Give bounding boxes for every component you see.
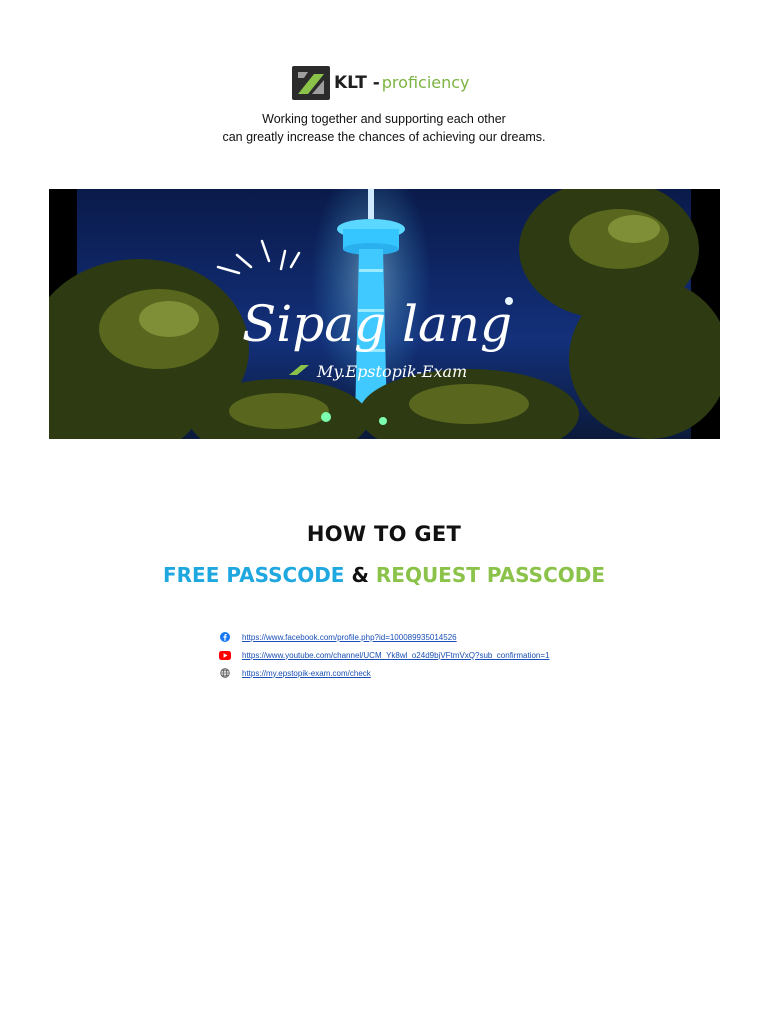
heading-passcode	[0, 563, 768, 587]
facebook-icon	[219, 631, 231, 643]
heading-request-passcode: REQUEST PASSCODE	[375, 563, 606, 587]
link-row-website	[219, 664, 550, 682]
heading-ampersand: &	[351, 563, 369, 587]
youtube-icon	[219, 649, 231, 661]
website-link[interactable]: https://my.epstopik-exam.com/check	[242, 668, 371, 678]
brand-name-strong: KLT -	[334, 73, 380, 93]
tagline-line-1: Working together and supporting each other	[262, 112, 506, 126]
banner-watermark: My.Epstopik-Exam	[317, 362, 468, 381]
globe-icon	[219, 667, 231, 679]
tagline	[0, 110, 768, 146]
logo-mark-icon	[292, 66, 330, 100]
brand-name-accent: proficiency	[381, 73, 470, 92]
link-row-facebook	[219, 628, 550, 646]
link-list	[219, 628, 550, 682]
heading-how-to-get: HOW TO GET	[306, 522, 462, 546]
brand-logo	[292, 66, 470, 100]
tagline-line-2: can greatly increase the chances of achieving our dreams.	[222, 130, 546, 144]
youtube-link[interactable]: https://www.youtube.com/channel/UCM_Yk8wl_o24d9bjVFtmVxQ?sub_confirmation=1	[242, 650, 550, 660]
banner-script-title: Sipag lang	[242, 295, 512, 353]
link-row-youtube	[219, 646, 550, 664]
brand-name	[334, 73, 470, 93]
banner-illustration	[49, 189, 720, 439]
heading-free-passcode: FREE PASSCODE	[162, 563, 345, 587]
banner-image	[49, 189, 720, 439]
facebook-link[interactable]: https://www.facebook.com/profile.php?id=100089935014526	[242, 632, 457, 642]
